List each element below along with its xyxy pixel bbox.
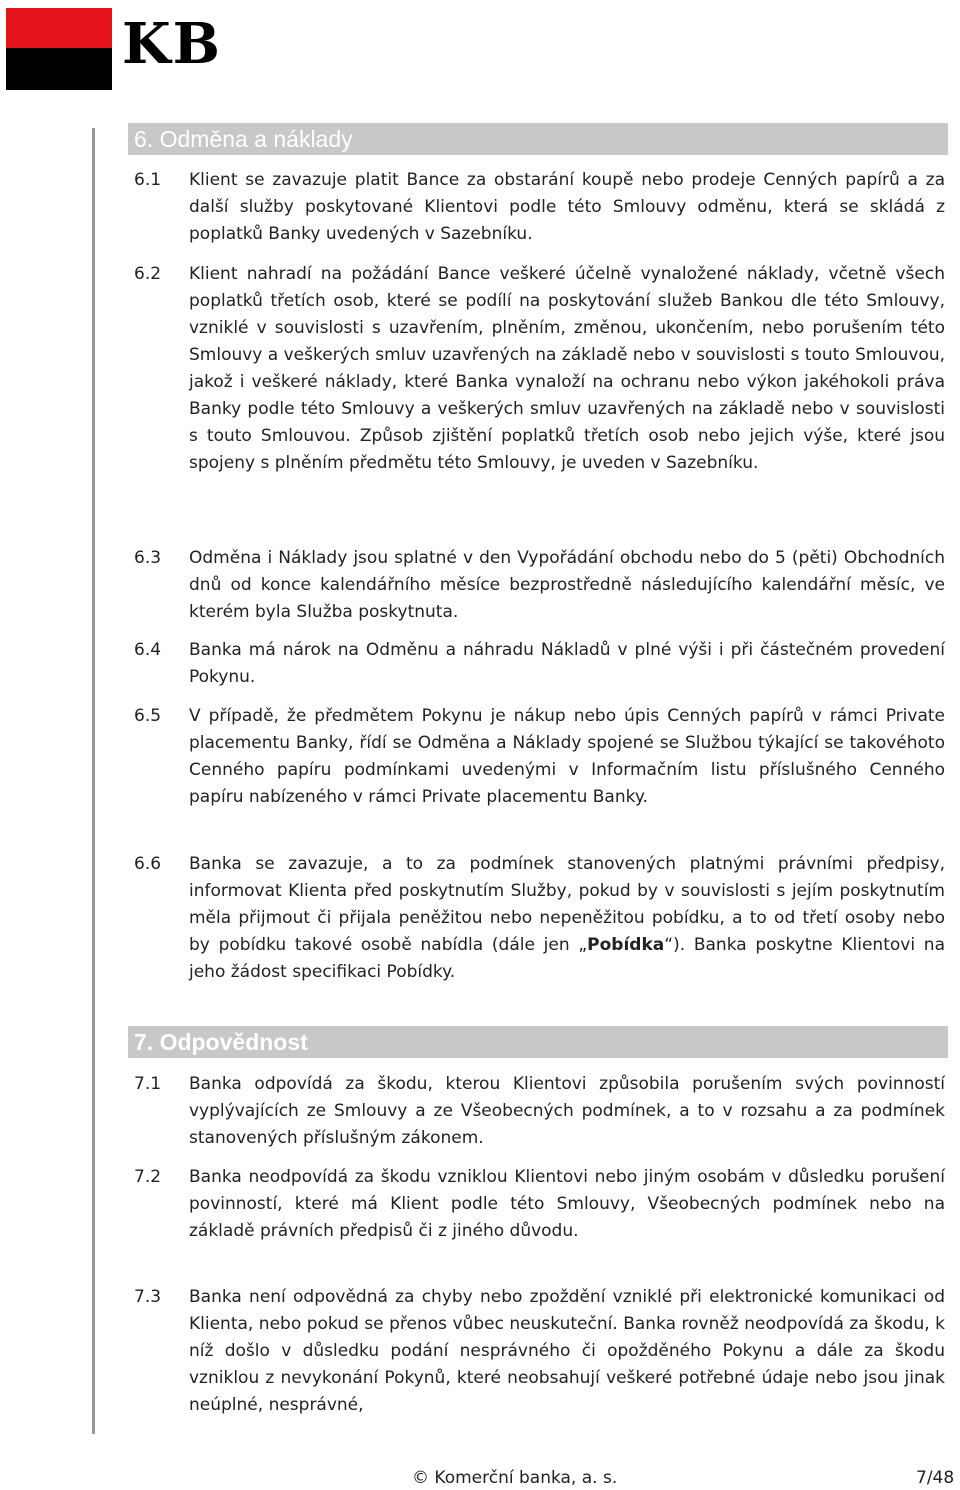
clause-7-3 — [134, 1284, 946, 1419]
kb-logo — [6, 8, 266, 94]
clause-6-5 — [134, 703, 946, 811]
defined-term: Pobídka — [587, 935, 665, 955]
clause-text: Banka má nárok na Odměnu a náhradu Nákladů v plné výši i při částečném provedení Pokynu. — [189, 640, 945, 687]
clause-number: 7.1 — [134, 1074, 162, 1094]
clause-6-4 — [134, 637, 946, 691]
footer-copyright: © Komerční banka, a. s. — [412, 1468, 618, 1488]
clause-text: Odměna i Náklady jsou splatné v den Vypořádání obchodu nebo do 5 (pěti) Obchodních dnů od konce kalendářního měsíce bezprostředně následujícího kalendářní měsíc, ve kterém byla Služba poskytnuta. — [189, 548, 945, 622]
clause-text: Banka není odpovědná za chyby nebo zpoždění vzniklé při elektronické komunikaci od Klienta, nebo pokud se přenos vůbec neuskuteční. Banka rovněž neodpovídá za škodu, k níž došlo v důsledku podání nesprávného či opožděného Pokynu a dále za škodu vzniklou z nevykonání Pokynů, které neobsahují veškeré potřebné údaje nebo jsou jinak neúplné, nesprávné, — [189, 1287, 945, 1415]
clause-number: 6.3 — [134, 548, 162, 568]
clause-6-3 — [134, 545, 946, 626]
clause-number: 6.1 — [134, 170, 162, 190]
margin-rule — [92, 128, 95, 1434]
clause-number: 6.2 — [134, 264, 162, 284]
clause-text — [189, 851, 945, 986]
clause-6-2 — [134, 261, 946, 477]
clause-number: 6.4 — [134, 640, 162, 660]
clause-number: 6.5 — [134, 706, 162, 726]
clause-text: Banka odpovídá za škodu, kterou Klientovi způsobila porušením svých povinností vyplývajících ze Smlouvy a ze Všeobecných podmínek, a to v rozsahu a za podmínek stanovených příslušným zákonem. — [189, 1074, 945, 1148]
clause-number: 7.3 — [134, 1287, 162, 1307]
logo-black-block — [6, 48, 112, 90]
clause-text-part: Banka se zavazuje, a to za podmínek stanovených platnými právními předpisy, informovat Klienta před poskytnutím Služby, pokud by v souvislosti s jejím poskytnutím měla přijmout či přijala peněžitou nebo nepeněžitou pobídku, a to od třetí osoby nebo by pobídku takové osobě nabídla (dále jen „ — [189, 854, 945, 955]
clause-text: Klient se zavazuje platit Bance za obstarání koupě nebo prodeje Cenných papírů a za další služby poskytované Klientovi podle této Smlouvy odměnu, která se skládá z poplatků Banky uvedených v Sazebníku. — [189, 170, 945, 244]
section-heading-7: 7. Odpovědnost — [128, 1026, 948, 1058]
page-number: 7/48 — [916, 1468, 955, 1488]
clause-text-part: “). Banka poskytne Klientovi na jeho žádost specifikaci Pobídky. — [189, 935, 945, 982]
clause-text: Klient nahradí na požádání Bance veškeré účelně vynaložené náklady, včetně všech poplatků třetích osob, které se podílí na poskytování služeb Bankou dle této Smlouvy, vzniklé v souvislosti s uzavřením, plněním, změnou, ukončením, nebo porušením této Smlouvy a veškerých smluv uzavřených na základě nebo v souvislosti s touto Smlouvou, jakož i veškeré náklady, které Banka vynaloží na ochranu nebo výkon jakéhokoli práva Banky podle této Smlouvy a veškerých smluv uzavřených na základě nebo v souvislosti s touto Smlouvou. Způsob zjištění poplatků třetích osob nebo jejich výše, které jsou spojeny s plněním předmětu této Smlouvy, je uveden v Sazebníku. — [189, 264, 946, 473]
clause-7-2 — [134, 1164, 946, 1245]
clause-number: 6.6 — [134, 854, 162, 874]
clause-6-1 — [134, 167, 946, 248]
logo-text: KB — [122, 11, 223, 77]
clause-6-6 — [134, 851, 946, 986]
clause-text: Banka neodpovídá za škodu vzniklou Klientovi nebo jiným osobám v důsledku porušení povinností, které má Klient podle této Smlouvy, Všeobecných podmínek nebo na základě právních předpisů či z jiného důvodu. — [189, 1167, 945, 1241]
logo-red-block — [6, 8, 112, 48]
clause-text: V případě, že předmětem Pokynu je nákup nebo úpis Cenných papírů v rámci Private placementu Banky, řídí se Odměna a Náklady spojené se Službou týkající se takovéhoto Cenného papíru podmínkami uvedenými v Informačním listu příslušného Cenného papíru nabízeného v rámci Private placementu Banky. — [189, 706, 945, 807]
clause-number: 7.2 — [134, 1167, 162, 1187]
section-heading-6: 6. Odměna a náklady — [128, 123, 948, 155]
clause-7-1 — [134, 1071, 946, 1152]
